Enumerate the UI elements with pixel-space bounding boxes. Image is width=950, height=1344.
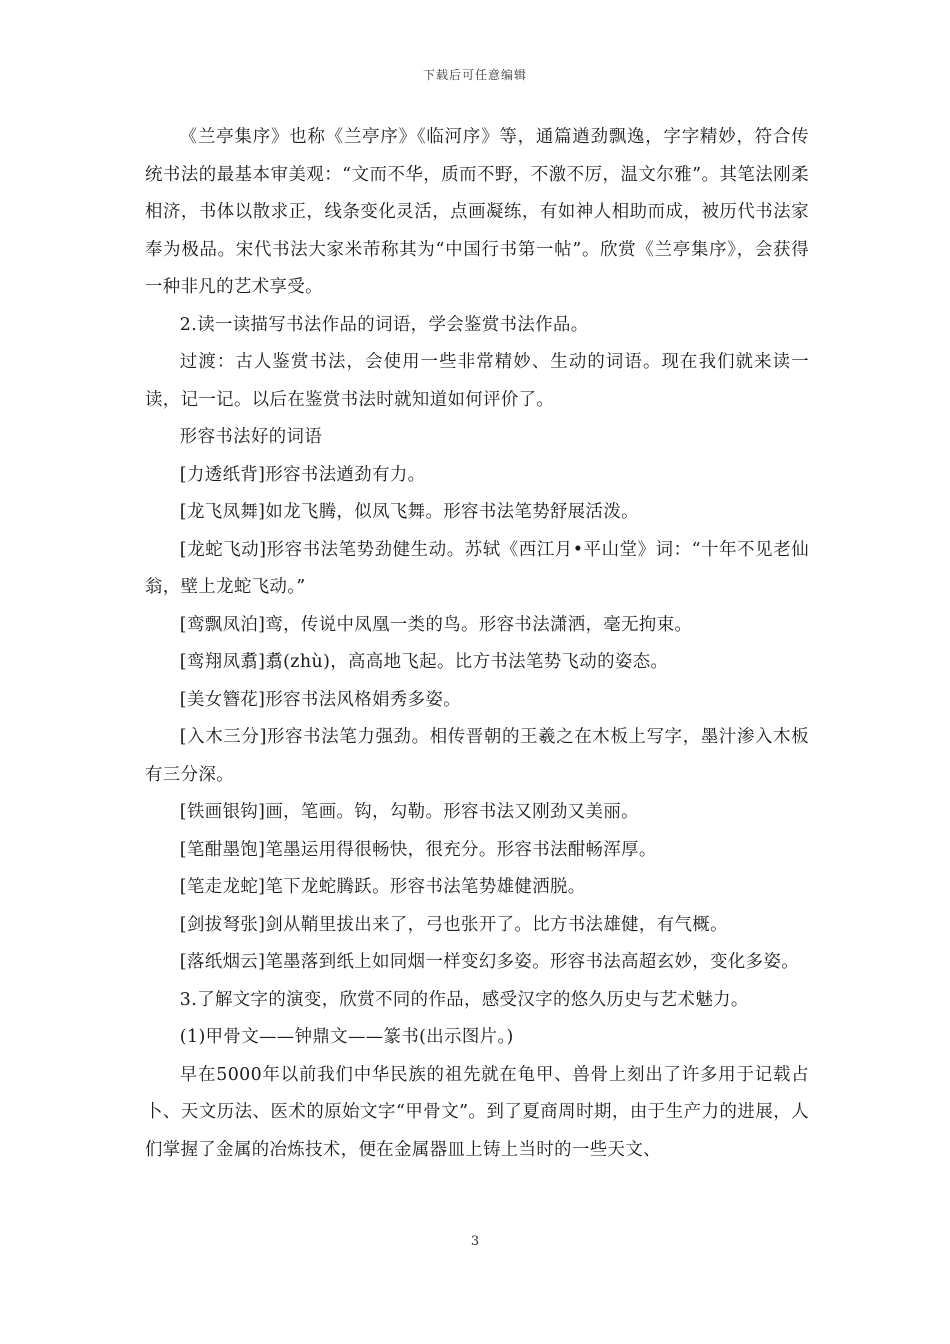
vocab-item: [落纸烟云]笔墨落到纸上如同烟一样变幻多姿。形容书法高超玄妙，变化多姿。 [179, 952, 800, 972]
vocab-item: [剑拔弩张]剑从鞘里拔出来了，弓也张开了。比方书法雄健，有气概。 [179, 914, 728, 935]
vocab-item: [铁画银钩]画，笔画。钩，勾勒。形容书法又刚劲又美丽。 [179, 802, 639, 822]
paragraph-oracle-bone-history: 早在5000年以前我们中华民族的祖先就在龟甲、兽骨上刻出了许多用于记载占卜、天文历法、医术的原始文字“甲骨文”。到了夏商周时期，由于生产力的进展，人们掌握了金属的冶炼技术，便在金属器皿上铸上当时的一些天文、 [145, 1064, 809, 1160]
page-number: 3 [470, 1234, 480, 1249]
paragraph-section-3-heading: 3.了解文字的演变，欣赏不同的作品，感受汉字的悠久历史与艺术魅力。 [179, 989, 749, 1010]
vocab-item: [美女簪花]形容书法风格娟秀多姿。 [179, 689, 462, 710]
paragraph-section-2-heading: 2.读一读描写书法作品的词语，学会鉴赏书法作品。 [179, 314, 589, 335]
vocab-item: [入木三分]形容书法笔力强劲。相传晋朝的王羲之在木板上写字，墨汁渗入木板有三分深。 [145, 727, 809, 785]
vocab-item: [笔酣墨饱]笔墨运用得很畅快，很充分。形容书法酣畅浑厚。 [179, 839, 657, 860]
paragraph-lanting-intro: 《兰亭集序》也称《兰亭序》《临河序》等，通篇遒劲飘逸，字字精妙，符合传统书法的最基本审美观：“文而不华，质而不野，不激不厉，温文尔雅”。其笔法刚柔相济，书体以散求正，线条变化灵活，点画凝练，有如神人相助而成，被历代书法家奉为极品。宋代书法大家米芾称其为“中国行书第一帖”。欣赏《兰亭集序》，会获得一种非凡的艺术享受。 [145, 127, 809, 297]
vocab-item: [鸾飘凤泊]鸾，传说中凤凰一类的鸟。形容书法潇洒，毫无拘束。 [179, 614, 693, 635]
paragraph-transition: 过渡：古人鉴赏书法，会使用一些非常精妙、生动的词语。现在我们就来读一读，记一记。以后在鉴赏书法时就知道如何评价了。 [145, 352, 809, 410]
vocab-item: [力透纸背]形容书法遒劲有力。 [179, 464, 426, 485]
vocab-item: [龙蛇飞动]形容书法笔势劲健生动。苏轼《西江月•平山堂》词：“十年不见老仙翁，壁上龙蛇飞动。” [145, 539, 809, 597]
paragraph-vocab-heading: 形容书法好的词语 [179, 427, 323, 447]
vocab-item: [笔走龙蛇]笔下龙蛇腾跃。形容书法笔势雄健洒脱。 [179, 877, 586, 897]
paragraph-subsection-1-heading: (1)甲骨文——钟鼎文——篆书(出示图片。) [179, 1027, 514, 1047]
vocab-item: [龙飞凤舞]如龙飞腾，似凤飞舞。形容书法笔势舒展活泼。 [179, 502, 639, 522]
page-header: 下载后可任意编辑 [422, 68, 527, 82]
document-body [145, 119, 809, 1169]
vocab-item: [鸾翔凤翥]翥(zhù)，高高地飞起。比方书法笔势飞动的姿态。 [179, 652, 669, 672]
